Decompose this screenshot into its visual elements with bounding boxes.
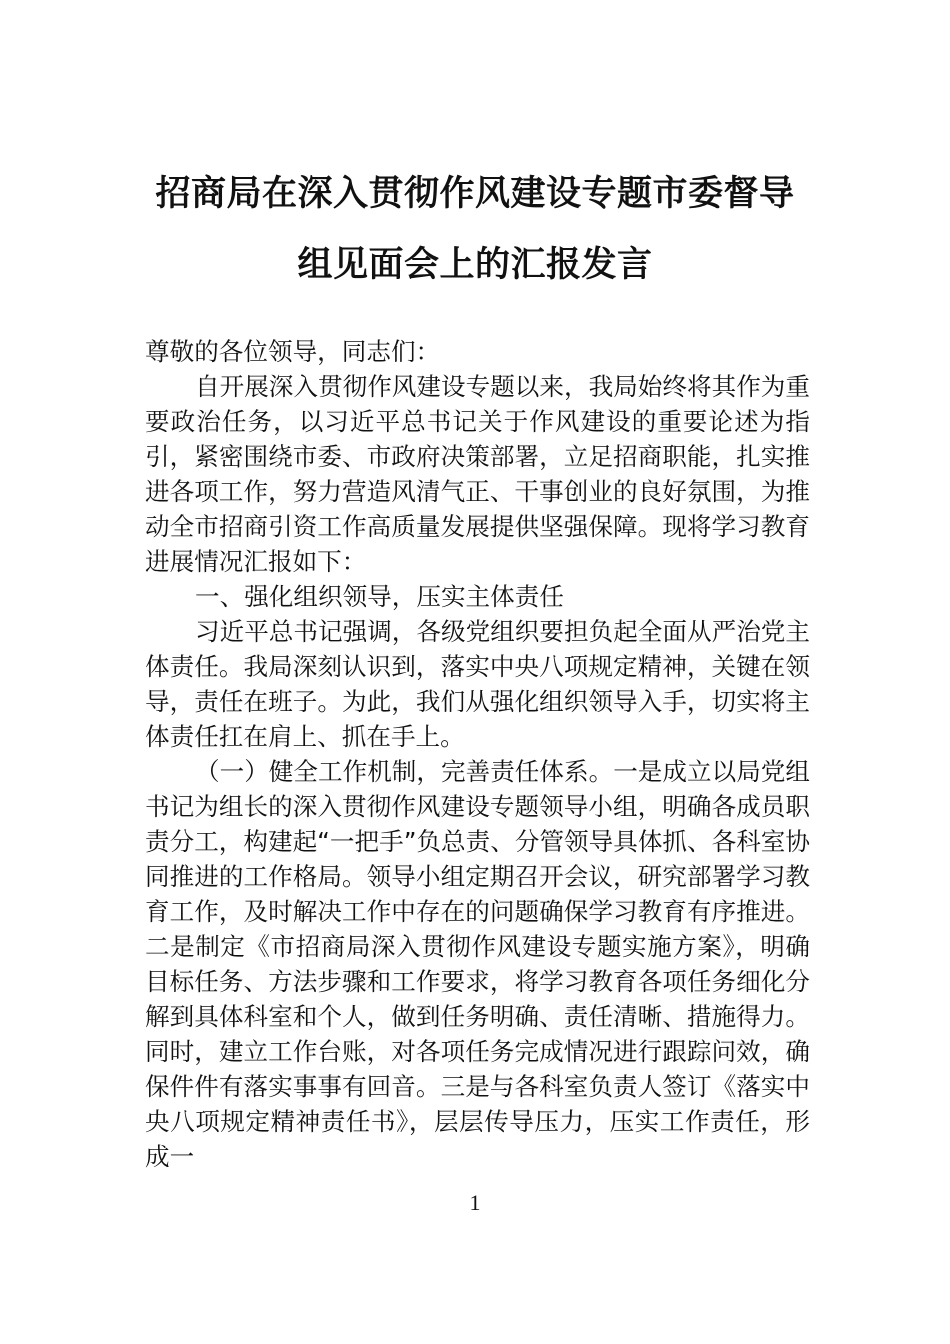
page-number: 1	[469, 1190, 481, 1215]
paragraph-intro: 自开展深入贯彻作风建设专题以来，我局始终将其作为重要政治任务，以习近平总书记关于作风建设的重要论述为指引，紧密围绕市委、市政府决策部署，立足招商职能，扎实推进各项工作，努力营造风清气正、干事创业的良好氛围，为推动全市招商引资工作高质量发展提供坚强保障。现将学习教育进展情况汇报如下：	[145, 372, 810, 576]
paragraph-subsection-1: （一）健全工作机制，完善责任体系。一是成立以局党组书记为组长的深入贯彻作风建设专题领导小组，明确各成员职责分工，构建起“一把手”负总责、分管领导具体抓、各科室协同推进的工作格局。领导小组定期召开会议，研究部署学习教育工作，及时解决工作中存在的问题确保学习教育有序推进。二是制定《市招商局深入贯彻作风建设专题实施方案》，明确目标任务、方法步骤和工作要求，将学习教育各项任务细化分解到具体科室和个人，做到任务明确、责任清晰、措施得力。同时，建立工作台账，对各项任务完成情况进行跟踪问效，确保件件有落实事事有回音。三是与各科室负责人签订《落实中央八项规定精神责任书》，层层传导压力，压实工作责任，形成一	[145, 757, 810, 1171]
paragraph-section-1: 习近平总书记强调，各级党组织要担负起全面从严治党主体责任。我局深刻认识到，落实中央八项规定精神，关键在领导，责任在班子。为此，我们从强化组织领导入手，切实将主体责任扛在肩上、抓在手上。	[145, 617, 810, 751]
document-title-line-2: 组见面会上的汇报发言	[297, 245, 653, 285]
document-body	[145, 334, 810, 1174]
section-heading-1: 一、强化组织领导，压实主体责任	[195, 582, 564, 611]
salutation: 尊敬的各位领导，同志们：	[145, 337, 441, 366]
document-title-line-1: 招商局在深入贯彻作风建设专题市委督导	[155, 174, 795, 214]
